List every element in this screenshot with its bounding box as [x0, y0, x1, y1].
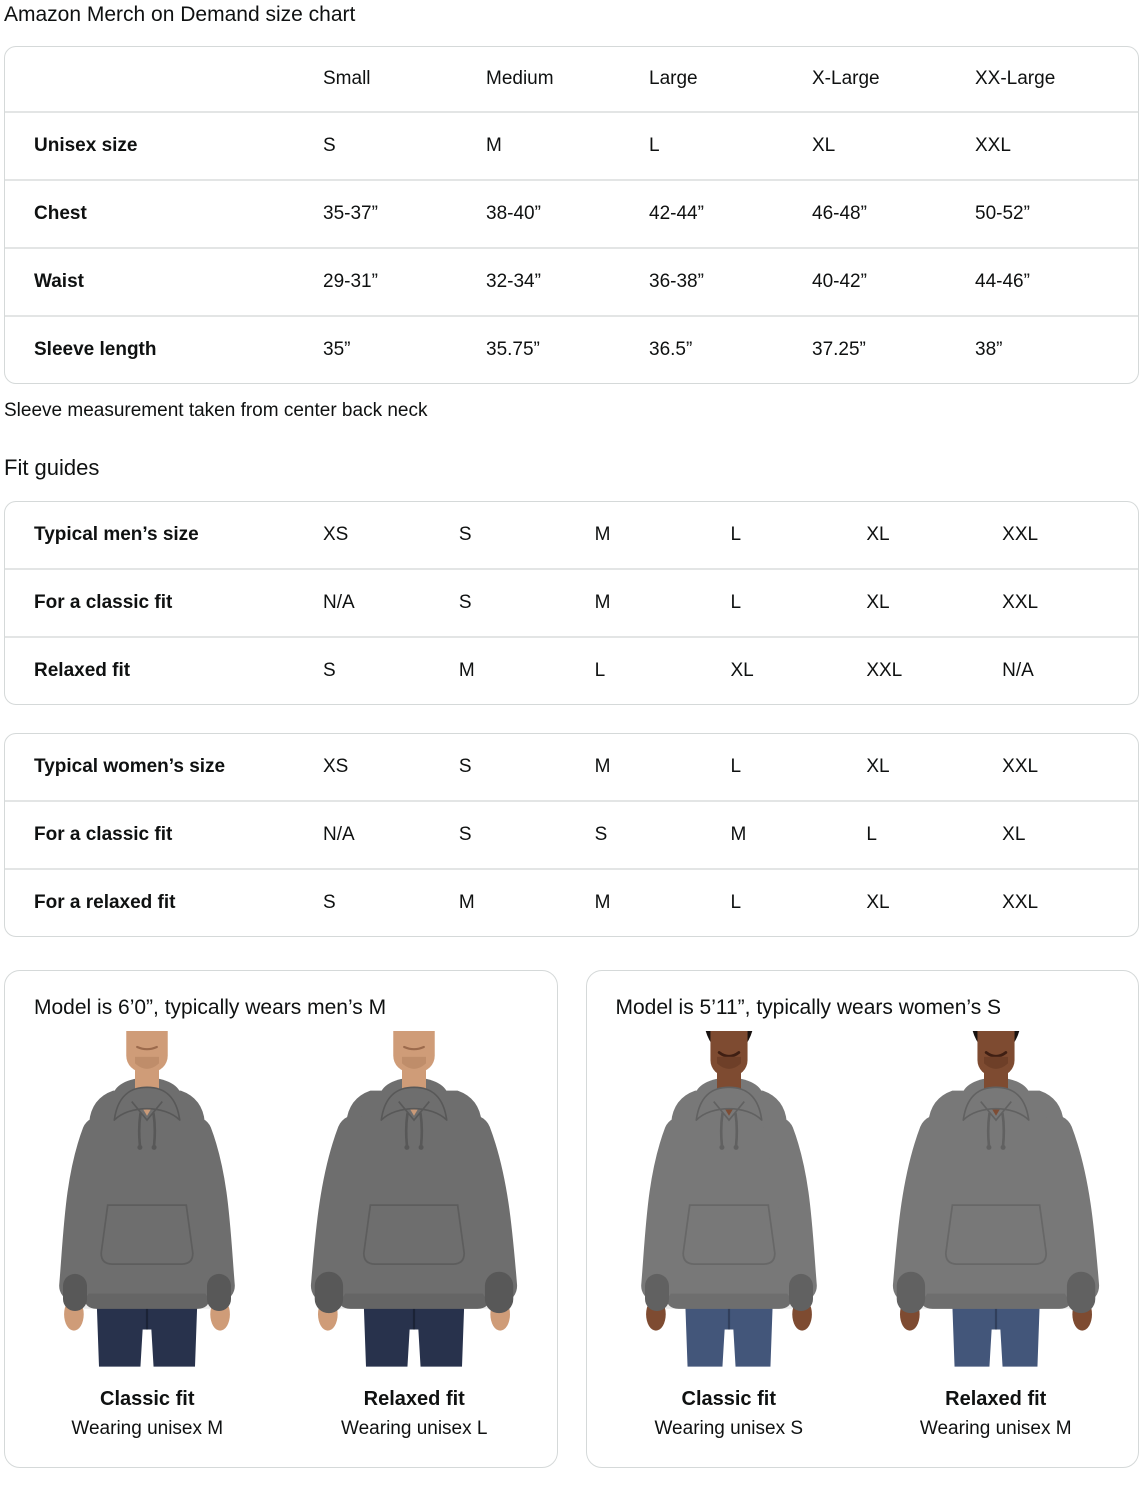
size-value: XXL — [975, 135, 1011, 156]
wearing-label: Wearing unisex M — [919, 1418, 1072, 1439]
measurement-value: 36-38” — [649, 271, 704, 292]
fit-value: L — [730, 892, 742, 913]
fit-value: XS — [323, 756, 349, 777]
fit-value: XS — [323, 524, 349, 545]
corner-cell — [5, 60, 323, 98]
fit-value: L — [730, 592, 742, 613]
size-value: S — [323, 135, 336, 156]
wearing-label: Wearing unisex M — [71, 1418, 224, 1439]
measurement-value: 35.75” — [486, 339, 540, 360]
fit-value: S — [323, 660, 336, 681]
fit-value: M — [594, 592, 611, 613]
fit-label: Classic fit — [100, 1388, 195, 1410]
row-label: Typical women’s size — [34, 756, 226, 777]
measurement-value: 46-48” — [812, 203, 867, 224]
size-value: XL — [812, 135, 836, 156]
fit-value: L — [594, 660, 606, 681]
row-label: Typical men’s size — [34, 524, 199, 545]
fit-value: N/A — [323, 824, 355, 845]
fit-value: S — [458, 756, 472, 777]
row-label: Relaxed fit — [34, 660, 131, 681]
fit-value: XXL — [1002, 524, 1039, 545]
model-photo-mens-classic-fit — [27, 1031, 267, 1375]
table-row-sleeve-length — [5, 315, 1138, 383]
model-cards — [4, 970, 1139, 1468]
sleeve-measurement-note: Sleeve measurement taken from center back neck — [4, 400, 428, 421]
row-label: For a classic fit — [34, 592, 173, 613]
model-photo-womens-relaxed-fit — [876, 1031, 1116, 1375]
table-row-typical-mens-size — [5, 502, 1138, 568]
column-header-xx-large: XX-Large — [975, 68, 1056, 89]
fit-value: M — [730, 824, 747, 845]
fit-value: M — [594, 524, 611, 545]
womens-model-card-title: Model is 5’11”, typically wears women’s S — [615, 996, 1002, 1019]
measurement-value: 35” — [323, 339, 351, 360]
fit-value: M — [594, 756, 611, 777]
row-label: For a classic fit — [34, 824, 173, 845]
measurement-value: 50-52” — [975, 203, 1030, 224]
fit-label: Relaxed fit — [363, 1388, 465, 1410]
table-row-mens-classic-fit — [5, 568, 1138, 636]
table-row-unisex-size — [5, 111, 1138, 179]
fit-value: L — [730, 756, 742, 777]
fit-value: XXL — [1002, 892, 1039, 913]
size-measurement-table — [4, 46, 1139, 384]
size-value: L — [649, 135, 660, 156]
fit-value: XXL — [1002, 756, 1039, 777]
measurement-value: 37.25” — [812, 339, 866, 360]
fit-value: S — [458, 592, 472, 613]
model-photo-womens-classic-fit — [609, 1031, 849, 1375]
measurement-value: 44-46” — [975, 271, 1030, 292]
row-label: Chest — [34, 203, 87, 224]
table-row-typical-womens-size — [5, 734, 1138, 800]
measurement-value: 29-31” — [323, 271, 378, 292]
row-label: Sleeve length — [34, 339, 157, 360]
column-header-large: Large — [649, 68, 698, 89]
fit-value: S — [323, 892, 336, 913]
mens-classic-fit-figure — [21, 1031, 274, 1441]
measurement-value: 38” — [975, 339, 1003, 360]
page-title: Amazon Merch on Demand size chart — [4, 3, 356, 26]
womens-classic-fit-figure — [602, 1031, 855, 1441]
table-row-chest — [5, 179, 1138, 247]
fit-value: S — [458, 524, 472, 545]
fit-value: XL — [866, 592, 890, 613]
wearing-label: Wearing unisex S — [654, 1418, 804, 1439]
measurement-value: 35-37” — [323, 203, 378, 224]
table-row-mens-relaxed-fit — [5, 636, 1138, 704]
fit-value: M — [594, 892, 611, 913]
womens-model-card — [586, 970, 1140, 1468]
fit-value: XL — [866, 524, 890, 545]
wearing-label: Wearing unisex L — [341, 1418, 488, 1439]
fit-value: L — [730, 524, 742, 545]
column-header-x-large: X-Large — [812, 68, 880, 89]
measurement-value: 42-44” — [649, 203, 704, 224]
column-header-medium: Medium — [486, 68, 554, 89]
row-label: For a relaxed fit — [34, 892, 176, 913]
measurement-value: 36.5” — [649, 339, 693, 360]
row-label: Waist — [34, 271, 84, 292]
column-header-small: Small — [323, 68, 371, 89]
fit-label: Relaxed fit — [945, 1388, 1047, 1410]
model-photo-mens-relaxed-fit — [294, 1031, 534, 1375]
fit-value: XXL — [1002, 592, 1039, 613]
fit-value: XL — [866, 756, 890, 777]
measurement-value: 32-34” — [486, 271, 541, 292]
table-row-womens-classic-fit — [5, 800, 1138, 868]
fit-value: N/A — [323, 592, 355, 613]
fit-value: S — [458, 824, 472, 845]
row-label: Unisex size — [34, 135, 138, 156]
measurement-value: 38-40” — [486, 203, 541, 224]
fit-label: Classic fit — [681, 1388, 776, 1410]
mens-fit-guide-table — [4, 501, 1139, 705]
measurement-value: 40-42” — [812, 271, 867, 292]
size-value: M — [486, 135, 502, 156]
fit-value: XL — [1002, 824, 1026, 845]
mens-model-card-title: Model is 6’0”, typically wears men’s M — [34, 996, 387, 1019]
fit-value: XL — [730, 660, 754, 681]
fit-value: N/A — [1002, 660, 1034, 681]
table-row-waist — [5, 247, 1138, 315]
fit-value: M — [458, 660, 475, 681]
womens-fit-guide-table — [4, 733, 1139, 937]
table-header-row — [5, 47, 1138, 111]
fit-guides-heading: Fit guides — [4, 455, 100, 480]
fit-value: M — [458, 892, 475, 913]
fit-value: XXL — [866, 660, 903, 681]
mens-model-card — [4, 970, 558, 1468]
fit-value: XL — [866, 892, 890, 913]
womens-relaxed-fit-figure — [869, 1031, 1122, 1441]
table-row-womens-relaxed-fit — [5, 868, 1138, 936]
fit-value: S — [594, 824, 608, 845]
mens-relaxed-fit-figure — [288, 1031, 541, 1441]
fit-value: L — [866, 824, 877, 845]
